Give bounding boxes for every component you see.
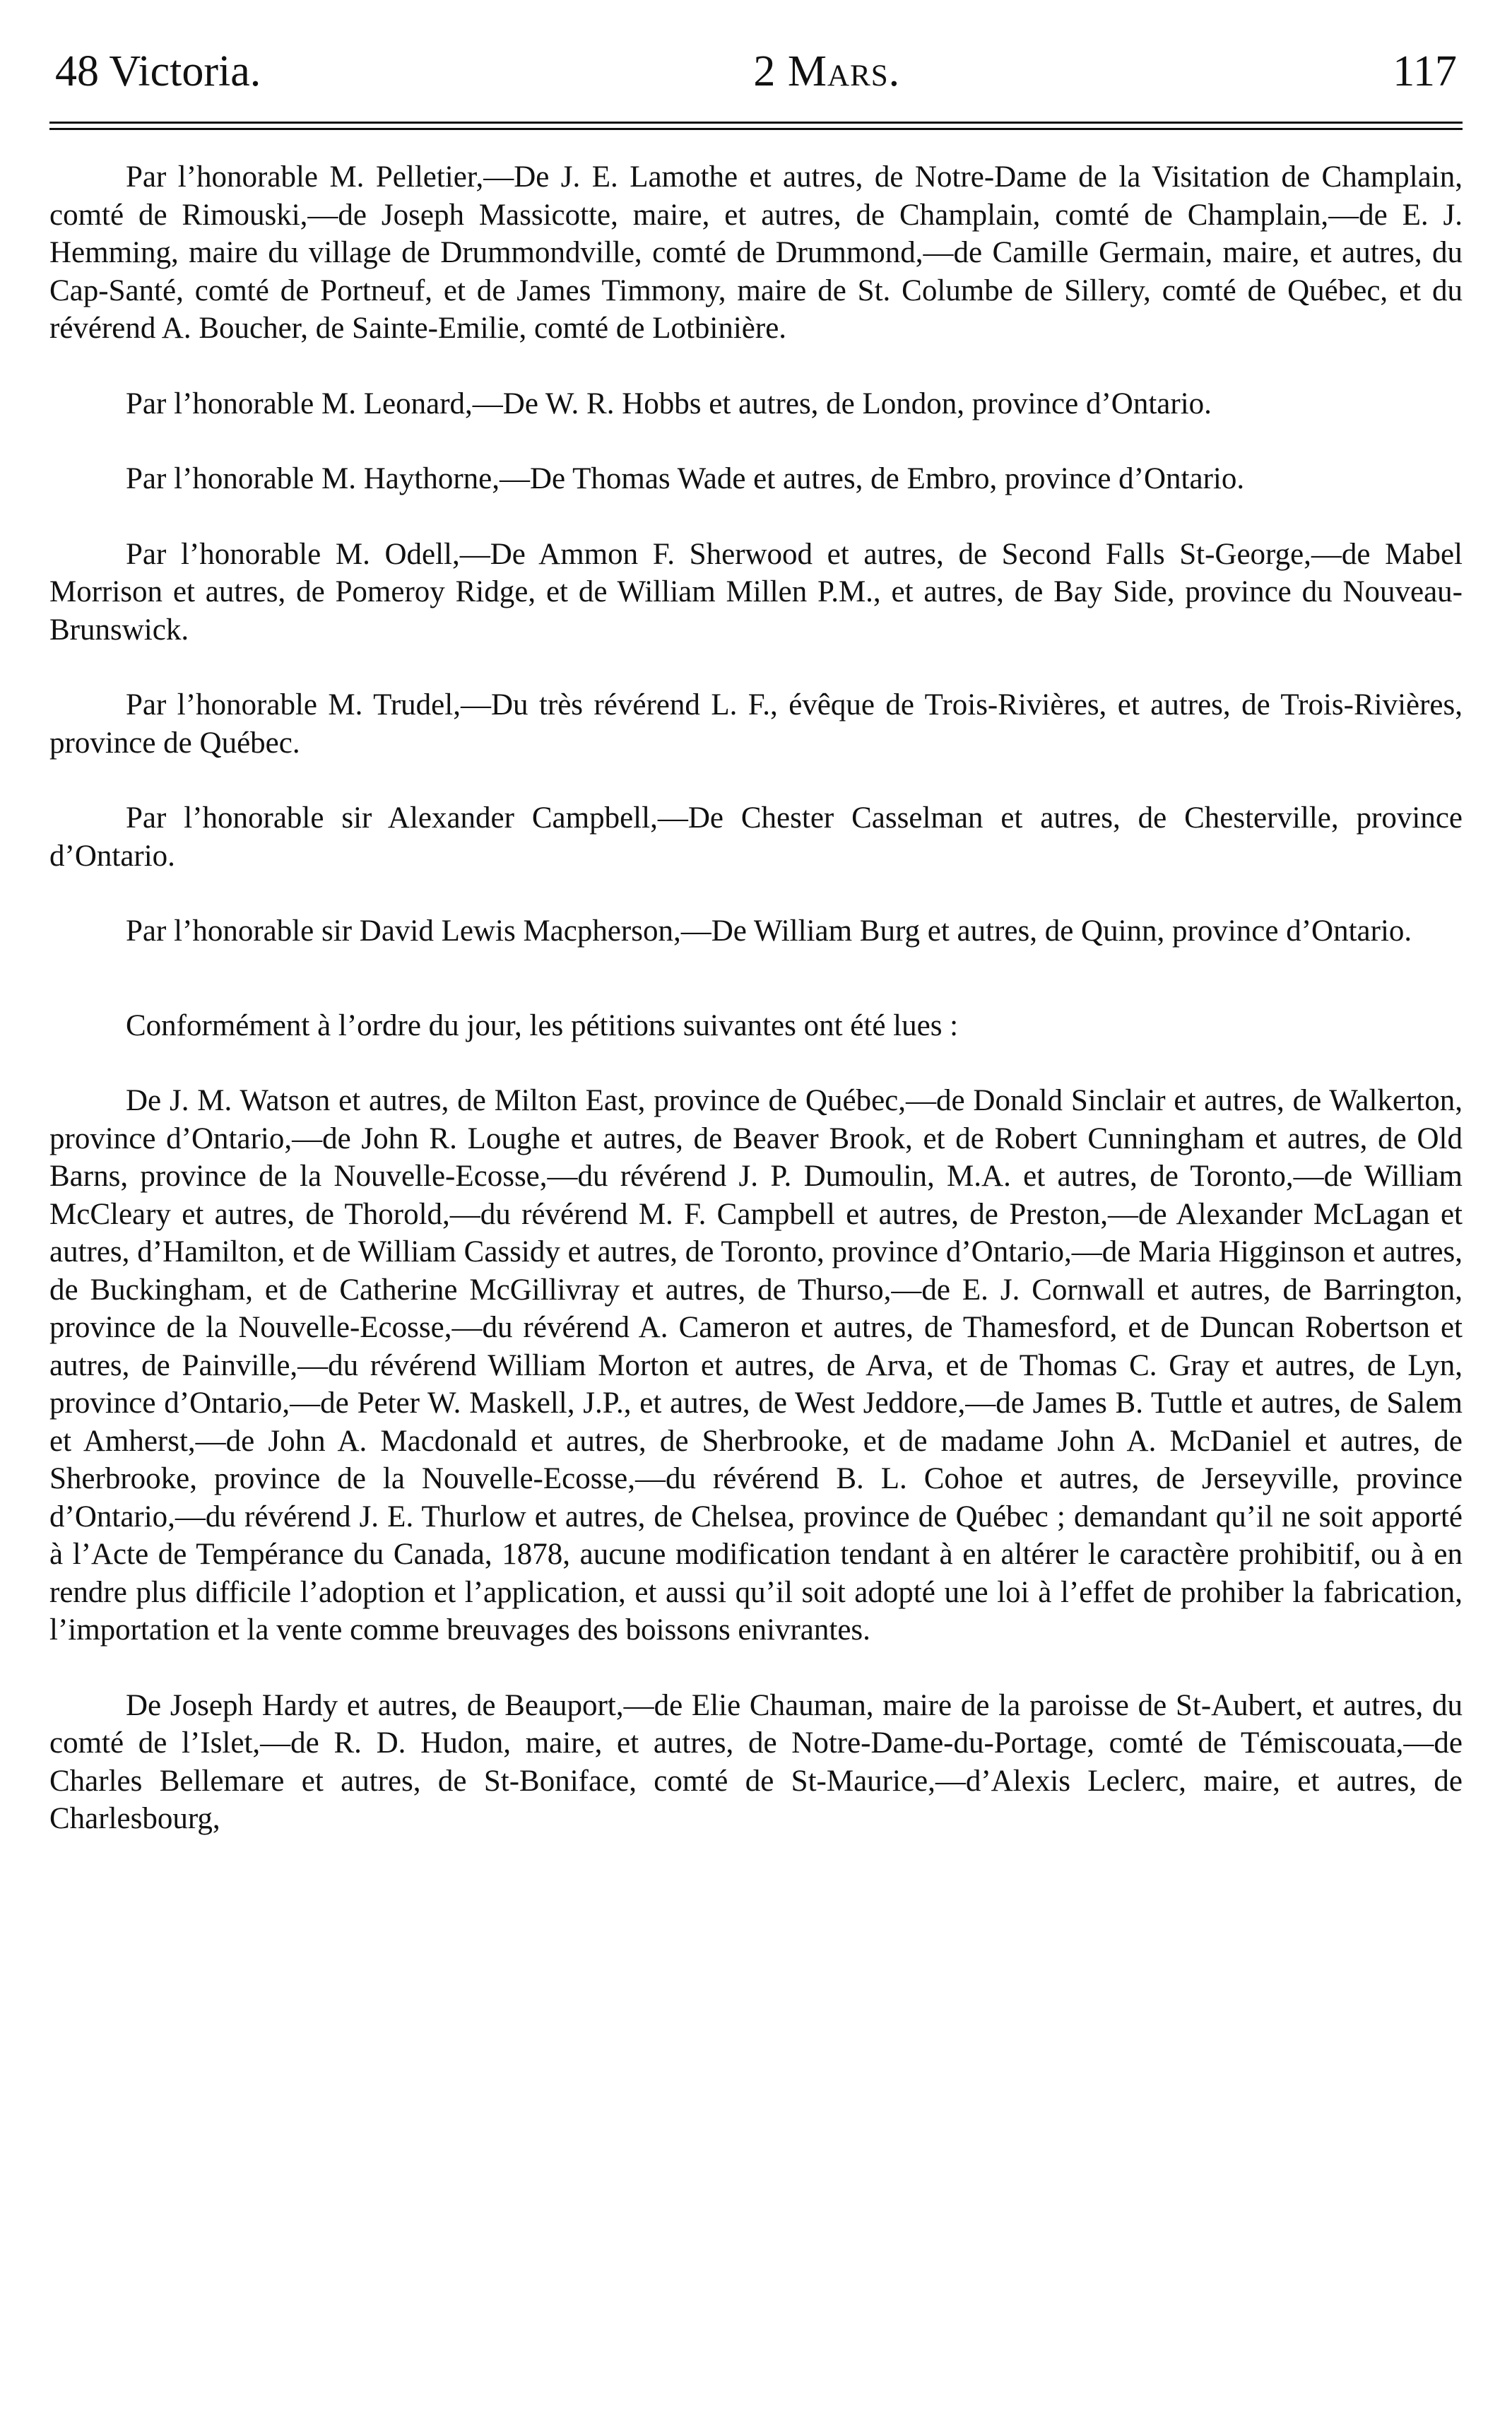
header-date: 2 Mars. bbox=[753, 47, 901, 95]
paragraph-order-of-day: Conformément à l’ordre du jour, les pétitions suivantes ont été lues : bbox=[126, 1008, 959, 1042]
paragraph-petitions-watson: De J. M. Watson et autres, de Milton East, province de Québec,—de Donald Sinclair et autres, de Walkerton, province d’Ontario,—de John R. Loughe et autres, de Beaver Brook, et de Robert Cunningham et autres, de Old Barns, province de la Nouvelle-Ecosse,—du révérend J. P. Dumoulin, M.A. et autres, de Toronto,—de William McCleary et autres, de Thorold,—du révérend M. F. Campbell et autres, de Preston,—de Alexander McLagan et autres, d’Hamilton, et de William Cassidy et autres, de Toronto, province d’Ontario,—de Maria Higginson et autres, de Buckingham, et de Catherine McGillivray et autres, de Thurso,—de E. J. Cornwall et autres, de Barrington, province de la Nouvelle-Ecosse,—du révérend A. Cameron et autres, de Thamesford, et de Duncan Robertson et autres, de Painville,—du révérend William Morton et autres, de Arva, et de Thomas C. Gray et autres, de Lyn, province d’Ontario,—de Peter W. Maskell, J.P., et autres, de West Jeddore,—de James B. Tuttle et autres, de Salem et Amherst,—de John A. Macdonald et autres, de Sherbrooke, et de madame John A. McDaniel et autres, de Sherbrooke, province de la Nouvelle-Ecosse,—du révérend B. L. Cohoe et autres, de Jerseyville, province d’Ontario,—du révérend J. E. Thurlow et autres, de Chelsea, province de Québec ; demandant qu’il ne soit apporté à l’Acte de Tempérance du Canada, 1878, aucune modification tendant à en altérer le caractère prohibitif, ou à en rendre plus difficile l’adoption et l’application, et aussi qu’il soit adopté une loi à l’effet de prohiber la fabrication, l’importation et la vente comme breuvages des boissons enivrantes. bbox=[49, 1084, 1463, 1647]
paragraph-petitions-hardy: De Joseph Hardy et autres, de Beauport,—de Elie Chauman, maire de la paroisse de St-Aubert, et autres, du comté de l’Islet,—de R. D. Hudon, maire, et autres, de Notre-Dame-du-Portage, comté de Témiscouata,—de Charles Bellemare et autres, de St-Boniface, comté de St-Maurice,—d’Alexis Leclerc, maire, et autres, de Charlesbourg, bbox=[49, 1688, 1463, 1835]
paragraph-odell: Par l’honorable M. Odell,—De Ammon F. Sherwood et autres, de Second Falls St-George,—de Mabel Morrison et autres, de Pomeroy Ridge, et de William Millen P.M., et autres, de Bay Side, province du Nouveau-Brunswick. bbox=[49, 537, 1463, 647]
paragraph-haythorne: Par l’honorable M. Haythorne,—De Thomas Wade et autres, de Embro, province d’Ontario. bbox=[126, 462, 1245, 495]
page-header bbox=[49, 49, 1463, 106]
body-text bbox=[49, 158, 1463, 1838]
paragraph-leonard: Par l’honorable M. Leonard,—De W. R. Hobbs et autres, de London, province d’Ontario. bbox=[126, 387, 1212, 420]
paragraph-macpherson: Par l’honorable sir David Lewis Macpherson,—De William Burg et autres, de Quinn, province d’Ontario. bbox=[126, 914, 1412, 948]
paragraph-pelletier: Par l’honorable M. Pelletier,—De J. E. Lamothe et autres, de Notre-Dame de la Visitation de Champlain, comté de Rimouski,—de Joseph Massicotte, maire, et autres, de Champlain, comté de Champlain,—de E. J. Hemming, maire du village de Drummondville, comté de Drummond,—de Camille Germain, maire, et autres, du Cap-Santé, comté de Portneuf, et de James Timmony, maire de St. Columbe de Sillery, comté de Québec, et du révérend A. Boucher, de Sainte-Emilie, comté de Lotbinière. bbox=[49, 160, 1463, 345]
paragraph-trudel: Par l’honorable M. Trudel,—Du très révérend L. F., évêque de Trois-Rivières, et autres, de Trois-Rivières, province de Québec. bbox=[49, 688, 1463, 760]
page-number: 117 bbox=[1393, 47, 1457, 95]
header-rule bbox=[49, 122, 1463, 130]
header-volume: 48 Victoria. bbox=[55, 47, 261, 95]
paragraph-campbell: Par l’honorable sir Alexander Campbell,—De Chester Casselman et autres, de Chesterville, province d’Ontario. bbox=[49, 801, 1463, 873]
